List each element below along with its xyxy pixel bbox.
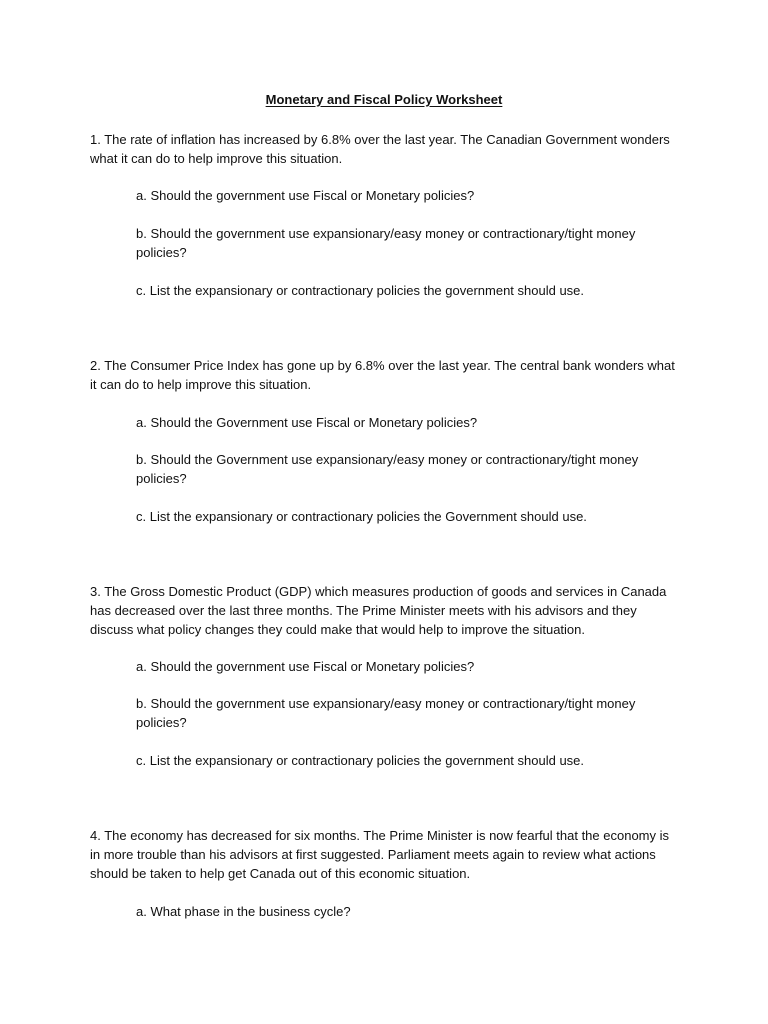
question-1-part-c: c. List the expansionary or contractionary policies the government should use. — [136, 283, 585, 298]
question-1-part-a: a. Should the government use Fiscal or Monetary policies? — [136, 188, 475, 203]
question-4-part-a: a. What phase in the business cycle? — [136, 904, 351, 919]
question-1-part-b: b. Should the government use expansionary/easy money or contractionary/tight money policies? — [136, 226, 636, 260]
question-3-part-a: a. Should the government use Fiscal or Monetary policies? — [136, 659, 475, 674]
question-4-text: 4. The economy has decreased for six months. The Prime Minister is now fearful that the economy is in more trouble than his advisors at first suggested. Parliament meets again to review what actions should be taken to help get Canada out of this economic situation. — [90, 828, 670, 881]
question-2-part-b: b. Should the Government use expansionary/easy money or contractionary/tight money policies? — [136, 452, 639, 486]
question-1-text: 1. The rate of inflation has increased by 6.8% over the last year. The Canadian Government wonders what it can do to help improve this situation. — [90, 132, 670, 166]
question-3-text: 3. The Gross Domestic Product (GDP) which measures production of goods and services in Canada has decreased over the last three months. The Prime Minister meets with his advisors and they discuss what policy changes they could make that would help to improve the situation. — [90, 584, 667, 637]
question-3-part-b: b. Should the government use expansionary/easy money or contractionary/tight money policies? — [136, 696, 636, 730]
worksheet-title: Monetary and Fiscal Policy Worksheet — [265, 92, 503, 107]
question-3-part-c: c. List the expansionary or contractionary policies the government should use. — [136, 753, 585, 768]
question-2-text: 2. The Consumer Price Index has gone up by 6.8% over the last year. The central bank wonders what it can do to help improve this situation. — [90, 358, 675, 392]
question-2-part-a: a. Should the Government use Fiscal or Monetary policies? — [136, 415, 478, 430]
question-2-part-c: c. List the expansionary or contractionary policies the Government should use. — [136, 509, 587, 524]
